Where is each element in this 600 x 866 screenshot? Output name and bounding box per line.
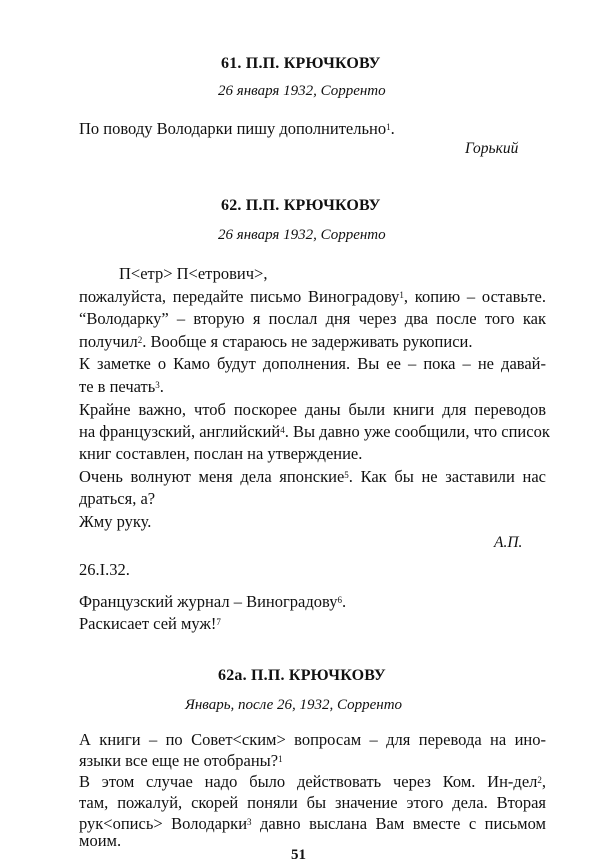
letter-61-heading: 61. П.П. КРЮЧКОВУ <box>221 55 381 72</box>
letter-62-heading: 62. П.П. КРЮЧКОВУ <box>221 197 381 214</box>
letter-62-line-9: Очень волнуют меня дела японские$^5$. Как бы не заставили нас <box>79 467 546 486</box>
letter-62-line-8: книг составлен, послан на утверждение. <box>79 444 363 463</box>
letter-62-line-4: К заметке о Камо будут дополнения. Вы ее – пока – не давай- <box>79 354 546 373</box>
letter-62a-line-6: моим. <box>79 831 122 850</box>
letter-62-signature: А.П. <box>494 534 523 551</box>
letter-62-line-5: те в печать$^3$. <box>79 377 164 396</box>
letter-62-line-10: драться, а? <box>79 489 156 508</box>
letter-62-ps-date: 26.I.32. <box>79 560 130 579</box>
letter-61-line-1: По поводу Володарки пишу дополнительно$^1$. <box>79 119 395 138</box>
letter-62a-line-4: там, пожалуй, скорей поняли бы значение этого дела. Вторая <box>79 793 546 812</box>
letter-62-date: 26 января 1932, Сорренто <box>218 227 386 243</box>
letter-62-line-11: Жму руку. <box>79 512 152 531</box>
letter-62-ps-line-1: Французский журнал – Виноградову$^6$. <box>79 592 347 611</box>
letter-61-date: 26 января 1932, Сорренто <box>218 83 386 99</box>
page-number: 51 <box>291 847 306 863</box>
letter-62-ps-line-2: Раскисает сей муж!$^7$ <box>79 614 221 633</box>
letter-62a-line-5: рук<опись> Володарки$^3$ давно выслана Вам вместе с письмом <box>79 814 546 833</box>
letter-62a-line-3: В этом случае надо было действовать через Ком. Ин-дел$^2$, <box>79 772 546 791</box>
letter-62a-line-1: А книги – по Совет<ским> вопросам – для перевода на ино- <box>79 730 546 749</box>
letter-62-line-3: получил$^2$. Вообще я стараюсь не задерживать рукописи. <box>79 332 473 351</box>
letter-62a-date: Январь, после 26, 1932, Сорренто <box>185 697 403 713</box>
letter-62-line-2: “Володарку” – вторую я послал дня через два после того как <box>79 309 546 328</box>
letter-62a-heading: 62а. П.П. КРЮЧКОВУ <box>218 667 386 684</box>
letter-62-salutation: П<етр> П<етрович>, <box>119 264 268 283</box>
letter-62a-line-2: языки все еще не отобраны?$^1$ <box>79 751 283 770</box>
letter-62-line-6: Крайне важно, чтоб поскорее даны были книги для переводов <box>79 400 546 419</box>
letter-62-line-1: пожалуйста, передайте письмо Виноградову$^1$, копию – оставьте. <box>79 287 546 306</box>
letter-62-line-7: на французский, английский$^4$. Вы давно уже сообщили, что список <box>79 422 550 441</box>
letter-61-signature: Горький <box>465 140 519 157</box>
